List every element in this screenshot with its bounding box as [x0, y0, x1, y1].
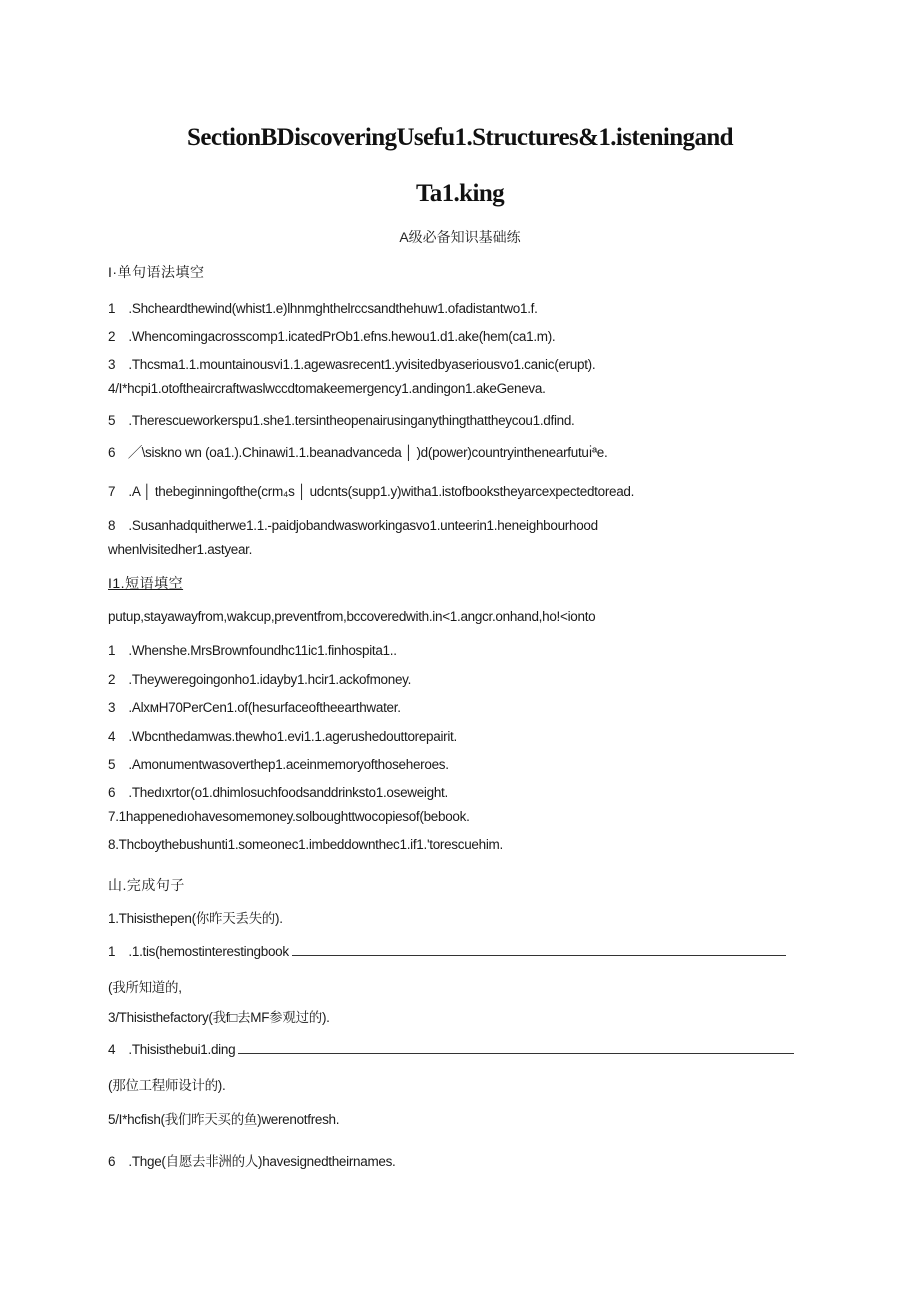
page-title: SectionBDiscoveringUsefu1.Structures&1.isteningand — [187, 124, 733, 151]
section3-item-hint: (我所知道的, — [108, 980, 182, 995]
section1-item: 7 .A │ thebeginningofthe(crm₄s │ udcnts(supp1.y)witha1.istofbookstheyarcexpectedtoread. — [108, 484, 635, 499]
section3-item-hint: (那位工程师设计的). — [108, 1078, 226, 1093]
section2-item: 5 .Amonumentwasoverthep1.aceinmemoryofthoseheroes. — [108, 757, 449, 772]
phrase-bank: putup,stayawayfrom,wakcup,preventfrom,bccoveredwith.in<1.angcr.onhand,ho!<ionto — [108, 609, 596, 624]
section3-heading: 山.完成句子 — [108, 877, 185, 893]
section3-item: 1.Thisisthepen(你昨天丢失的). — [108, 911, 283, 926]
section2-item: 2 .Theyweregoingonho1.idayby1.hcir1.ackofmoney. — [108, 672, 412, 687]
section3-item-text: 1 .1.tis(hemostinterestingbook — [108, 944, 289, 959]
section2-item: 7.1happenedıohavesomemoney.solboughttwocopiesof(bebook. — [108, 809, 470, 824]
section3-item: 5/I*hcfish(我们昨天买的鱼)werenotfresh. — [108, 1112, 340, 1127]
section1-item: 1 .Shcheardthewind(whist1.e)lhnmghthelrccsandthehuw1.ofadistantwo1.f. — [108, 301, 538, 316]
section2-item: 4 .Wbcnthedamwas.thewho1.evi1.1.agerushedouttorepairit. — [108, 729, 457, 744]
section2-item: 6 .Thedıxrtor(o1.dhimlosuchfoodsanddrinksto1.oseweight. — [108, 785, 448, 800]
section1-item: 3 .Thcsma1.1.mountainousvi1.1.agewasrecent1.yvisitedbyaseriousvo1.canic(erupt). — [108, 357, 596, 372]
section2-item: 8.Thcboythebushunti1.someonec1.imbeddownthec1.if1.'torescuehim. — [108, 837, 503, 852]
section1-item: 5 .Therescueworkerspu1.she1.tersintheopenairusinganythingthattheycou1.dfind. — [108, 413, 575, 428]
answer-blank[interactable] — [292, 954, 786, 956]
section1-item: 2 .Whencomingacrosscomp1.icatedPrOb1.efns.hewou1.d1.ake(hem(ca1.m). — [108, 329, 556, 344]
section1-item: 6 ╱\siskno wn (oa1.).Chinawi1.1.beanadvanceda │ )d(power)countryinthenearfutuı̇ªe. — [108, 445, 608, 460]
section1-heading: I·单句语法填空 — [108, 264, 205, 280]
level-subtitle: A级必备知识基础练 — [399, 229, 521, 245]
section1-item-continued: whenlvisitedher1.astyear. — [108, 542, 253, 557]
section3-item-with-blank — [108, 940, 786, 960]
answer-blank[interactable] — [238, 1052, 794, 1054]
section2-item: 3 .AlxмH70PerCen1.of(hesurfaceoftheearthwater. — [108, 700, 401, 715]
section1-item: 4/I*hcpi1.otoftheaircraftwaslwccdtomakeemergency1.andingon1.akeGeneva. — [108, 381, 546, 396]
section2-item: 1 .Whenshe.MrsBrownfoundhc11ic1.finhospita1.. — [108, 643, 397, 658]
section1-item: 8 .Susanhadquitherwe1.1.-paidjobandwasworkingasvo1.unteerin1.heneighbourhood — [108, 518, 598, 533]
page-title-continued: Ta1.king — [415, 180, 505, 207]
section3-item-with-blank — [108, 1038, 794, 1058]
section3-item-text: 4 .Thisisthebui1.ding — [108, 1042, 236, 1057]
section2-heading: I1.短语填空 — [108, 575, 184, 591]
section3-item: 3/Thisisthefactory(我f□去MF参观过的). — [108, 1010, 330, 1025]
section3-item: 6 .Thge(自愿去非洲的人)havesignedtheirnames. — [108, 1154, 396, 1169]
